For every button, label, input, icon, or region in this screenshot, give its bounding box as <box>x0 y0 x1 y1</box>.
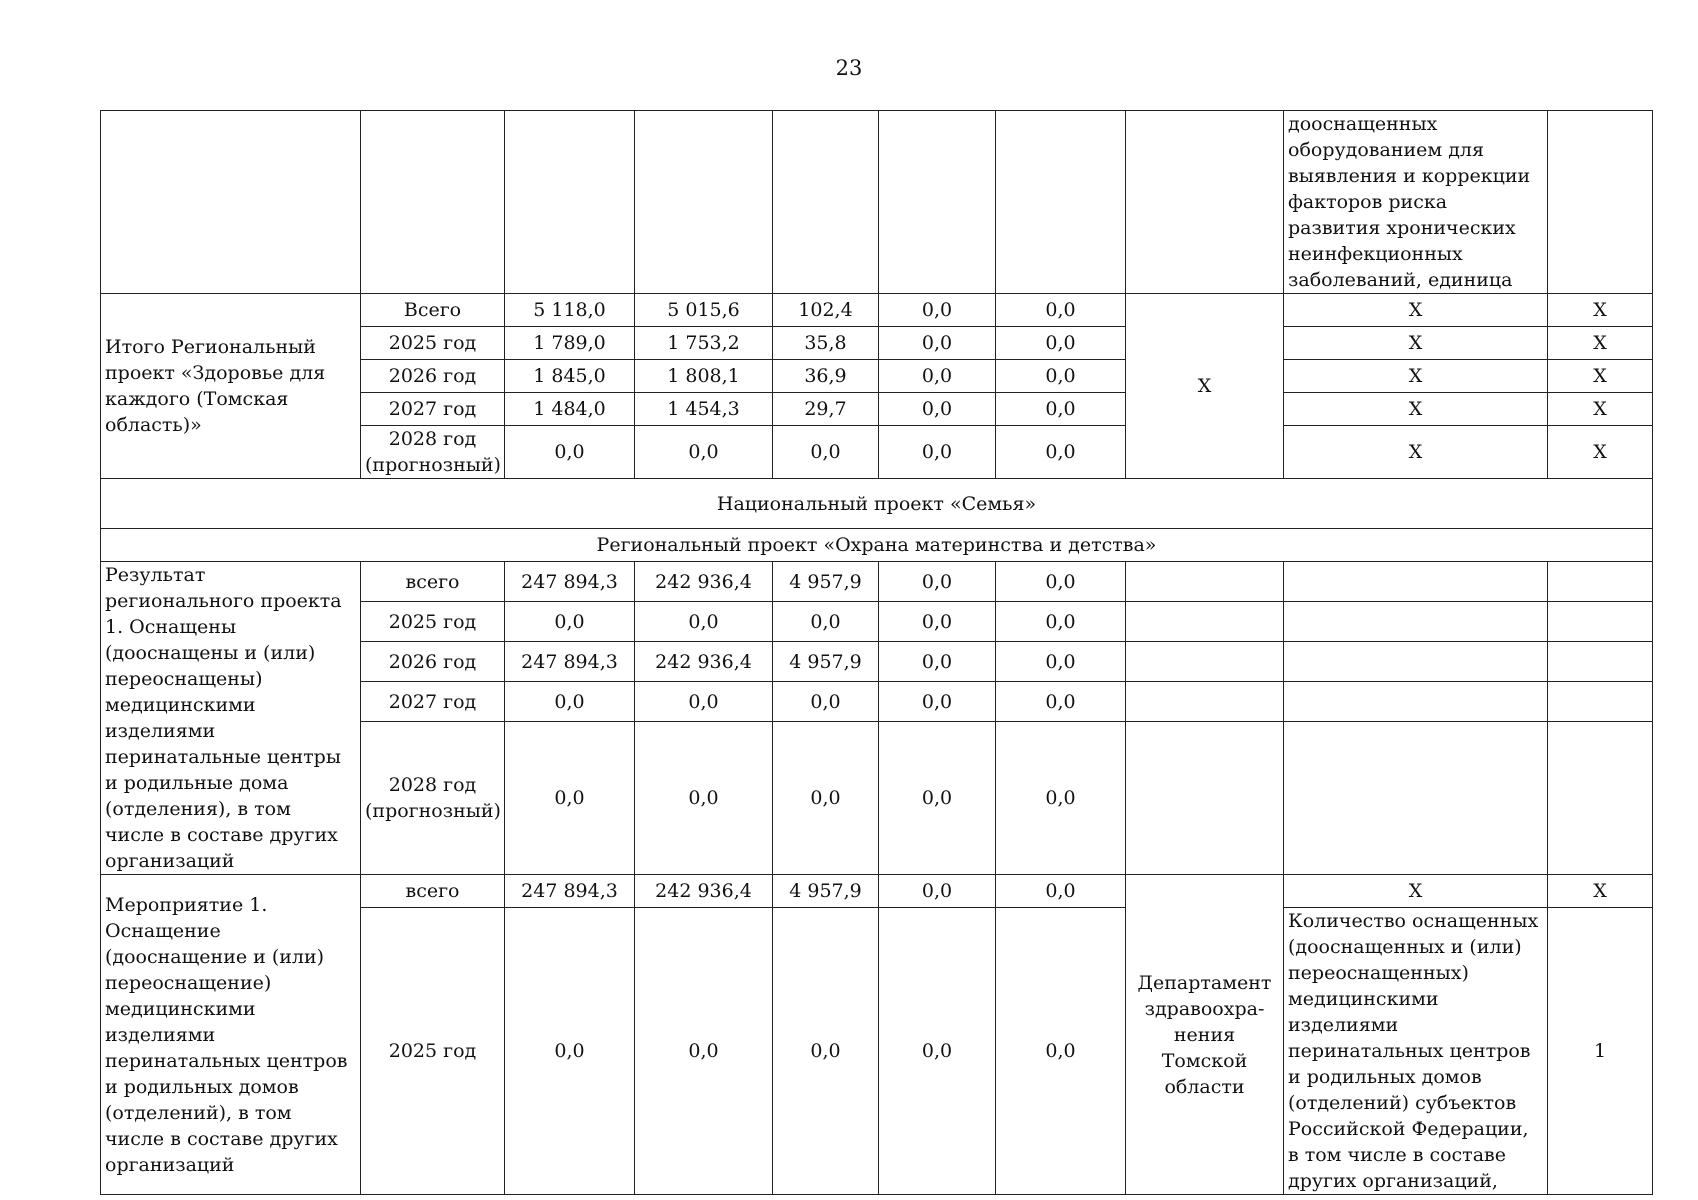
measure1-executor: Департамент здравоохра-нения Томской области <box>1126 875 1284 1195</box>
empty-cell <box>1284 642 1548 682</box>
table-cell: 2025 год <box>361 327 505 360</box>
table-cell: X <box>1548 360 1653 393</box>
table-cell: 0,0 <box>996 875 1126 908</box>
empty-cell <box>1126 642 1284 682</box>
table-cell: 0,0 <box>505 426 635 479</box>
table-cell: 1 484,0 <box>505 393 635 426</box>
table-cell: 0,0 <box>996 722 1126 875</box>
table-cell: 2026 год <box>361 642 505 682</box>
table-cell: 0,0 <box>879 360 996 393</box>
table-cell: X <box>1284 294 1548 327</box>
table-cell: 0,0 <box>879 642 996 682</box>
table-cell: 0,0 <box>505 908 635 1195</box>
table-cell: 0,0 <box>996 426 1126 479</box>
table-cell: 0,0 <box>996 393 1126 426</box>
table-cell: 247 894,3 <box>505 642 635 682</box>
table-cell: 0,0 <box>635 722 773 875</box>
table-cell: 0,0 <box>879 562 996 602</box>
budget-table <box>100 110 1653 1195</box>
empty-cell <box>361 111 505 294</box>
measure1-label: Мероприятие 1. Оснащение (дооснащение и (или) переоснащение) медицинскими изделиями перинатальных центров и родильных домов (отделений), в том числе в составе других организаций <box>101 875 361 1195</box>
table-cell: 2028 год (прогнозный) <box>361 722 505 875</box>
table-cell: 247 894,3 <box>505 562 635 602</box>
table-cell: 0,0 <box>635 426 773 479</box>
table-cell: X <box>1284 875 1548 908</box>
table-cell: 0,0 <box>635 682 773 722</box>
table-cell: 1 808,1 <box>635 360 773 393</box>
table-cell: 4 957,9 <box>773 562 879 602</box>
table-cell: 0,0 <box>635 908 773 1195</box>
table-cell: 0,0 <box>773 426 879 479</box>
table-cell: 0,0 <box>879 393 996 426</box>
table-row <box>101 875 1653 908</box>
table-row <box>101 479 1653 529</box>
empty-cell <box>1284 682 1548 722</box>
table-cell: 2028 год (прогнозный) <box>361 426 505 479</box>
table-row <box>101 562 1653 602</box>
table-cell: 2027 год <box>361 393 505 426</box>
empty-cell <box>1548 111 1653 294</box>
table-cell: 2025 год <box>361 602 505 642</box>
table-cell: 0,0 <box>773 908 879 1195</box>
table-cell: X <box>1284 327 1548 360</box>
table-cell: X <box>1548 426 1653 479</box>
empty-cell <box>505 111 635 294</box>
empty-cell <box>1548 602 1653 642</box>
table-cell: 4 957,9 <box>773 642 879 682</box>
table-cell: 102,4 <box>773 294 879 327</box>
empty-cell <box>1284 562 1548 602</box>
table-cell: 247 894,3 <box>505 875 635 908</box>
measure1-indicator-value: 1 <box>1548 908 1653 1195</box>
table-cell: 0,0 <box>996 908 1126 1195</box>
table-cell: 5 118,0 <box>505 294 635 327</box>
table-cell: 0,0 <box>996 327 1126 360</box>
measure1-indicator: Количество оснащенных (дооснащенных и (или) переоснащенных) медицинскими изделиями перинатальных центров и родильных домов (отделений) субъектов Российской Федерации, в том числе в составе других организаций, <box>1284 908 1548 1195</box>
table-cell: 2026 год <box>361 360 505 393</box>
table-cell: 242 936,4 <box>635 642 773 682</box>
table-cell: 0,0 <box>996 294 1126 327</box>
table-cell: 2025 год <box>361 908 505 1195</box>
table-cell: X <box>1548 294 1653 327</box>
table-cell: 0,0 <box>879 682 996 722</box>
table-cell: 0,0 <box>505 722 635 875</box>
table-cell: 0,0 <box>635 602 773 642</box>
table-cell: 1 789,0 <box>505 327 635 360</box>
table-row <box>101 529 1653 562</box>
table-cell: 0,0 <box>996 682 1126 722</box>
empty-cell <box>1126 602 1284 642</box>
empty-cell <box>1284 722 1548 875</box>
empty-cell <box>1548 562 1653 602</box>
table-cell: 4 957,9 <box>773 875 879 908</box>
table-cell: 1 845,0 <box>505 360 635 393</box>
table-cell: 36,9 <box>773 360 879 393</box>
table-row <box>101 294 1653 327</box>
empty-cell <box>1126 562 1284 602</box>
table-cell: 0,0 <box>879 602 996 642</box>
empty-cell <box>1126 682 1284 722</box>
empty-cell <box>101 111 361 294</box>
table-cell: 35,8 <box>773 327 879 360</box>
table-cell: 0,0 <box>996 642 1126 682</box>
table-cell: 0,0 <box>996 562 1126 602</box>
regional-project-title: Региональный проект «Охрана материнства и детства» <box>101 529 1653 562</box>
table-cell: 0,0 <box>879 327 996 360</box>
table-cell: 0,0 <box>879 426 996 479</box>
indicator-cell: дооснащенных оборудованием для выявления и коррекции факторов риска развития хронических неинфекционных заболеваний, единица <box>1284 111 1548 294</box>
empty-cell <box>1126 111 1284 294</box>
table-cell: 0,0 <box>505 682 635 722</box>
table-cell: 2027 год <box>361 682 505 722</box>
table-cell: X <box>1548 327 1653 360</box>
table-cell: 0,0 <box>773 682 879 722</box>
table-cell: 0,0 <box>879 908 996 1195</box>
table-cell: 1 753,2 <box>635 327 773 360</box>
table-cell: 5 015,6 <box>635 294 773 327</box>
table-cell: 0,0 <box>879 722 996 875</box>
table-cell: 29,7 <box>773 393 879 426</box>
empty-cell <box>1548 682 1653 722</box>
table-cell: всего <box>361 875 505 908</box>
page-number: 23 <box>835 56 863 80</box>
table-cell: 0,0 <box>879 875 996 908</box>
empty-cell <box>1548 722 1653 875</box>
table-cell: Всего <box>361 294 505 327</box>
table-cell: 242 936,4 <box>635 875 773 908</box>
table-cell: X <box>1548 393 1653 426</box>
empty-cell <box>879 111 996 294</box>
result1-label: Результат регионального проекта 1. Оснащены (дооснащены и (или) переоснащены) медицинскими изделиями перинатальные центры и родильные дома (отделения), в том числе в составе других организаций <box>101 562 361 875</box>
empty-cell <box>1284 602 1548 642</box>
table-cell: 0,0 <box>996 360 1126 393</box>
table-cell: 242 936,4 <box>635 562 773 602</box>
itogo-executor: X <box>1126 294 1284 479</box>
national-project-title: Национальный проект «Семья» <box>101 479 1653 529</box>
empty-cell <box>1126 722 1284 875</box>
table-cell: 0,0 <box>773 602 879 642</box>
table-cell: 0,0 <box>773 722 879 875</box>
table-cell: 0,0 <box>505 602 635 642</box>
empty-cell <box>1548 642 1653 682</box>
table-cell: 0,0 <box>996 602 1126 642</box>
table-cell: 1 454,3 <box>635 393 773 426</box>
table-cell: 0,0 <box>879 294 996 327</box>
table-cell: X <box>1548 875 1653 908</box>
empty-cell <box>773 111 879 294</box>
table-cell: всего <box>361 562 505 602</box>
table-cell: X <box>1284 426 1548 479</box>
empty-cell <box>996 111 1126 294</box>
table-row <box>101 111 1653 294</box>
table-cell: X <box>1284 360 1548 393</box>
table-cell: X <box>1284 393 1548 426</box>
empty-cell <box>635 111 773 294</box>
itogo-label: Итого Региональный проект «Здоровье для каждого (Томская область)» <box>101 294 361 479</box>
